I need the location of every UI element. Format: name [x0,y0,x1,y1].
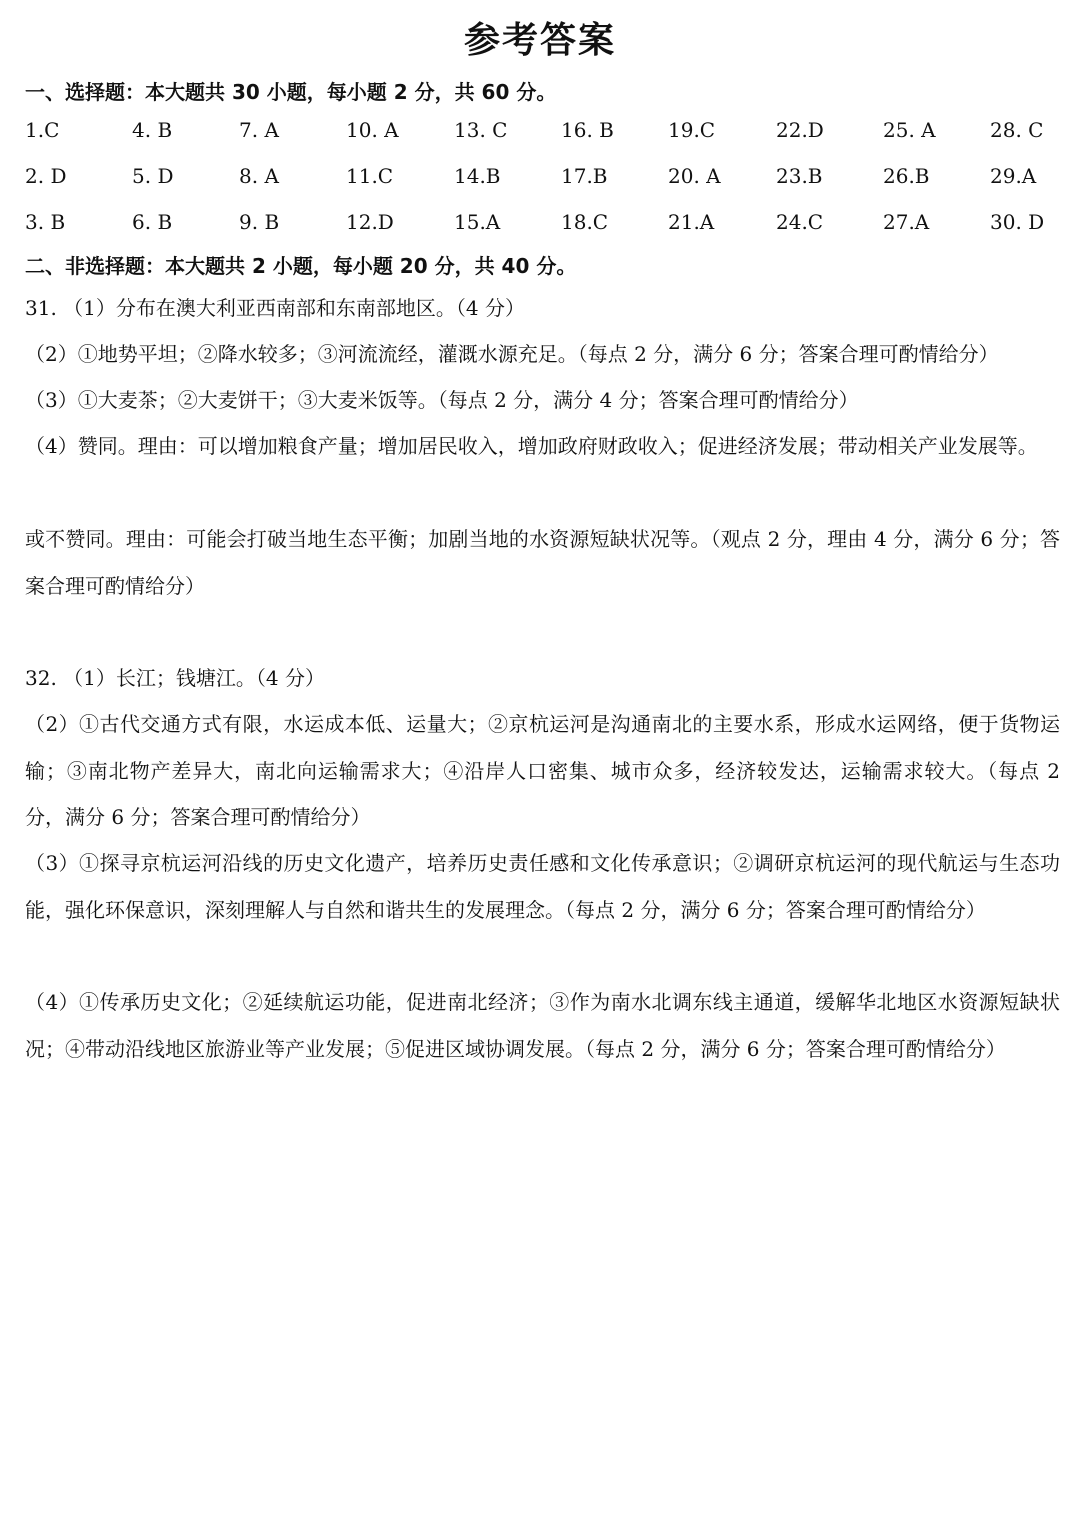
answer-item: 22.D [776,118,824,142]
answer-item: 19.C [668,118,716,142]
answer-row-2 [25,164,1075,210]
answer-item: 11.C [346,164,394,188]
section2-heading: 二、非选择题：本大题共 2 小题，每小题 20 分，共 40 分。 [25,254,577,278]
answer-item: 13. C [454,118,508,142]
answer-item: 24.C [776,210,824,234]
q31-part4: （4）赞同。理由：可以增加粮食产量；增加居民收入，增加政府财政收入；促进经济发展；带动相关产业发展等。 [25,434,1038,458]
answer-item: 9. B [239,210,280,234]
page-title: 参考答案 [463,20,616,61]
q31-part2: （2）①地势平坦；②降水较多；③河流流经，灌溉水源充足。（每点 2 分，满分 6 分；答案合理可酌情给分） [25,342,999,366]
answer-row-1 [25,118,1075,164]
answer-item: 28. C [990,118,1044,142]
answer-item: 8. A [239,164,279,188]
answer-item: 23.B [776,164,823,188]
q31-part5: 或不赞同。理由：可能会打破当地生态平衡；加剧当地的水资源短缺状况等。（观点 2 分，理由 4 分，满分 6 分；答案合理可酌情给分） [25,527,1060,598]
multiple-choice-answers [25,118,1075,256]
answer-item: 17.B [561,164,608,188]
answer-item: 7. A [239,118,279,142]
answer-item: 18.C [561,210,609,234]
q32-part2: （2）①古代交通方式有限，水运成本低、运量大；②京杭运河是沟通南北的主要水系，形成水运网络，便于货物运输；③南北物产差异大，南北向运输需求大；④沿岸人口密集、城市众多，经济较发达，运输需求较大。（每点 2 分，满分 6 分；答案合理可酌情给分） [25,712,1060,829]
answer-item: 15.A [454,210,501,234]
answer-item: 2. D [25,164,67,188]
answer-item: 6. B [132,210,173,234]
answer-item: 30. D [990,210,1045,234]
answer-item: 27.A [883,210,930,234]
answer-item: 25. A [883,118,936,142]
answer-item: 12.D [346,210,394,234]
q32-part4: （4）①传承历史文化；②延续航运功能，促进南北经济；③作为南水北调东线主通道，缓解华北地区水资源短缺状况；④带动沿线地区旅游业等产业发展；⑤促进区域协调发展。（每点 2 分，满分 6 分；答案合理可酌情给分） [25,990,1060,1061]
answer-item: 21.A [668,210,715,234]
answer-item: 3. B [25,210,66,234]
answer-item: 16. B [561,118,614,142]
q32-part3: （3）①探寻京杭运河沿线的历史文化遗产，培养历史责任感和文化传承意识；②调研京杭运河的现代航运与生态功能，强化环保意识，深刻理解人与自然和谐共生的发展理念。（每点 2 分，满分 6 分；答案合理可酌情给分） [25,851,1060,922]
q31-part1: 31. （1）分布在澳大利亚西南部和东南部地区。（4 分） [25,296,525,320]
q32-part1: 32. （1）长江；钱塘江。（4 分） [25,666,325,690]
answer-item: 5. D [132,164,174,188]
answer-item: 29.A [990,164,1037,188]
answer-item: 20. A [668,164,721,188]
answer-item: 1.C [25,118,60,142]
answer-item: 4. B [132,118,173,142]
q31-part3: （3）①大麦茶；②大麦饼干；③大麦米饭等。（每点 2 分，满分 4 分；答案合理可酌情给分） [25,388,859,412]
answer-item: 26.B [883,164,930,188]
section1-heading: 一、选择题：本大题共 30 小题，每小题 2 分，共 60 分。 [25,80,557,104]
answer-item: 10. A [346,118,399,142]
answer-item: 14.B [454,164,501,188]
